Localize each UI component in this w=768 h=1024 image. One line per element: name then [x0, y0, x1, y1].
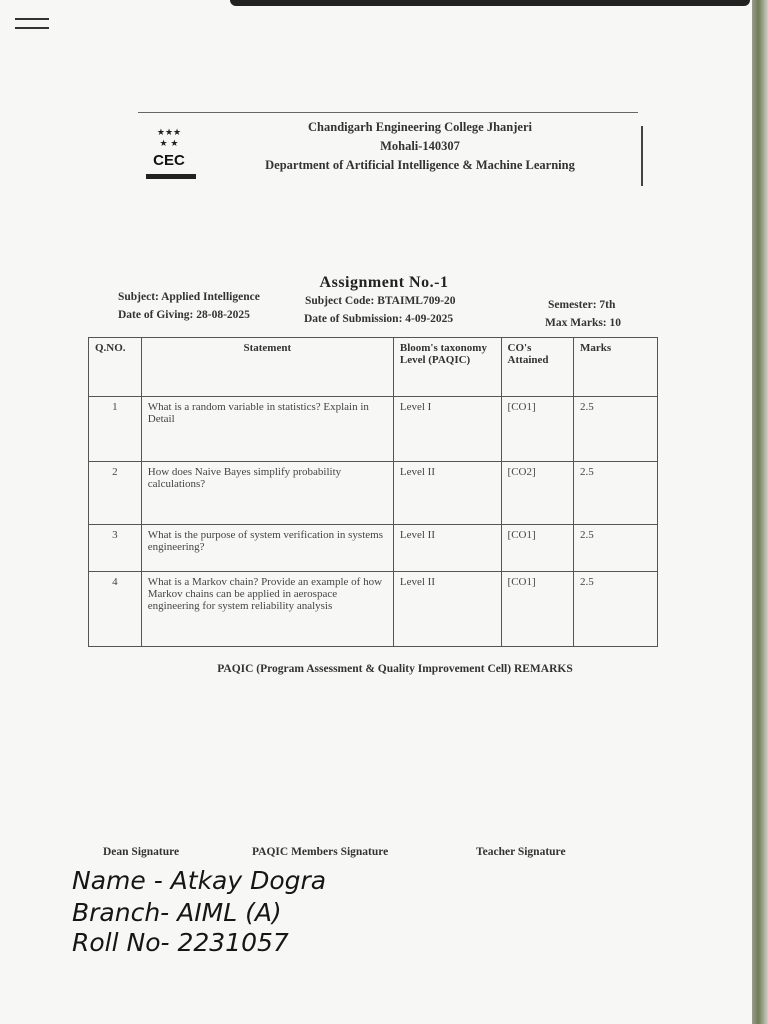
- header-co-attained: CO's Attained: [501, 338, 574, 397]
- svg-text:★★★: ★★★: [156, 128, 182, 138]
- max-marks: Max Marks: 10: [545, 317, 622, 329]
- svg-text:★ ★: ★ ★: [159, 139, 179, 149]
- semester: Semester: 7th: [548, 299, 616, 311]
- table-row: [89, 397, 658, 462]
- header-statement: Statement: [141, 338, 393, 397]
- letterhead-rule: [138, 112, 638, 113]
- handwritten-roll-number: Roll No- 2231057: [72, 928, 289, 957]
- question-number: 4: [89, 572, 142, 647]
- co-attained: [CO1]: [501, 525, 574, 572]
- letterhead: [130, 108, 643, 190]
- blooms-level: Level II: [393, 572, 501, 647]
- scan-edge: [752, 0, 768, 1024]
- question-marks: 2.5: [574, 525, 658, 572]
- question-marks: 2.5: [574, 462, 658, 525]
- table-row: [89, 572, 658, 647]
- header-blooms-level: Bloom's taxonomy Level (PAQIC): [393, 338, 501, 397]
- assignment-table: [88, 337, 658, 647]
- letterhead-text: [210, 118, 630, 175]
- paqic-remarks: PAQIC (Program Assessment & Quality Improvement Cell) REMARKS: [217, 663, 573, 675]
- question-marks: 2.5: [574, 397, 658, 462]
- question-number: 3: [89, 525, 142, 572]
- question-statement: What is a Markov chain? Provide an example of how Markov chains can be applied in aerospace engineering for system reliability analysis: [141, 572, 393, 647]
- date-of-submission: Date of Submission: 4-09-2025: [304, 313, 454, 325]
- header-marks: Marks: [574, 338, 658, 397]
- dean-signature-label: Dean Signature: [103, 846, 180, 858]
- question-marks: 2.5: [574, 572, 658, 647]
- paqic-signature-label: PAQIC Members Signature: [252, 846, 389, 858]
- table-row: [89, 462, 658, 525]
- college-name: Chandigarh Engineering College Jhanjeri: [308, 120, 532, 134]
- co-attained: [CO1]: [501, 397, 574, 462]
- college-location: Mohali-140307: [380, 139, 460, 153]
- table-header-row: [89, 338, 658, 397]
- logo-underline: [146, 174, 196, 179]
- pen-mark: [15, 18, 49, 36]
- department-name: Department of Artificial Intelligence & Machine Learning: [265, 158, 575, 172]
- date-of-giving: Date of Giving: 28-08-2025: [118, 309, 250, 321]
- handwritten-branch: Branch- AIML (A): [72, 898, 282, 927]
- blooms-level: Level II: [393, 525, 501, 572]
- blooms-level: Level II: [393, 462, 501, 525]
- letterhead-side-bar: [641, 126, 643, 186]
- subject-code: Subject Code: BTAIML709-20: [305, 295, 456, 307]
- co-attained: [CO1]: [501, 572, 574, 647]
- teacher-signature-label: Teacher Signature: [476, 846, 566, 858]
- question-statement: What is the purpose of system verification in systems engineering?: [141, 525, 393, 572]
- question-statement: How does Naive Bayes simplify probability calculations?: [141, 462, 393, 525]
- header-qno: Q.NO.: [89, 338, 142, 397]
- co-attained: [CO2]: [501, 462, 574, 525]
- subject: Subject: Applied Intelligence: [118, 291, 260, 303]
- assignment-title: Assignment No.-1: [319, 274, 449, 291]
- question-number: 2: [89, 462, 142, 525]
- scan-shadow: [230, 0, 750, 6]
- question-statement: What is a random variable in statistics? Explain in Detail: [141, 397, 393, 462]
- handwritten-name: Name - Atkay Dogra: [72, 866, 327, 895]
- question-number: 1: [89, 397, 142, 462]
- logo-stars-icon: [140, 122, 198, 152]
- college-logo: [140, 122, 198, 182]
- table-row: [89, 525, 658, 572]
- logo-text: CEC: [153, 152, 185, 169]
- blooms-level: Level I: [393, 397, 501, 462]
